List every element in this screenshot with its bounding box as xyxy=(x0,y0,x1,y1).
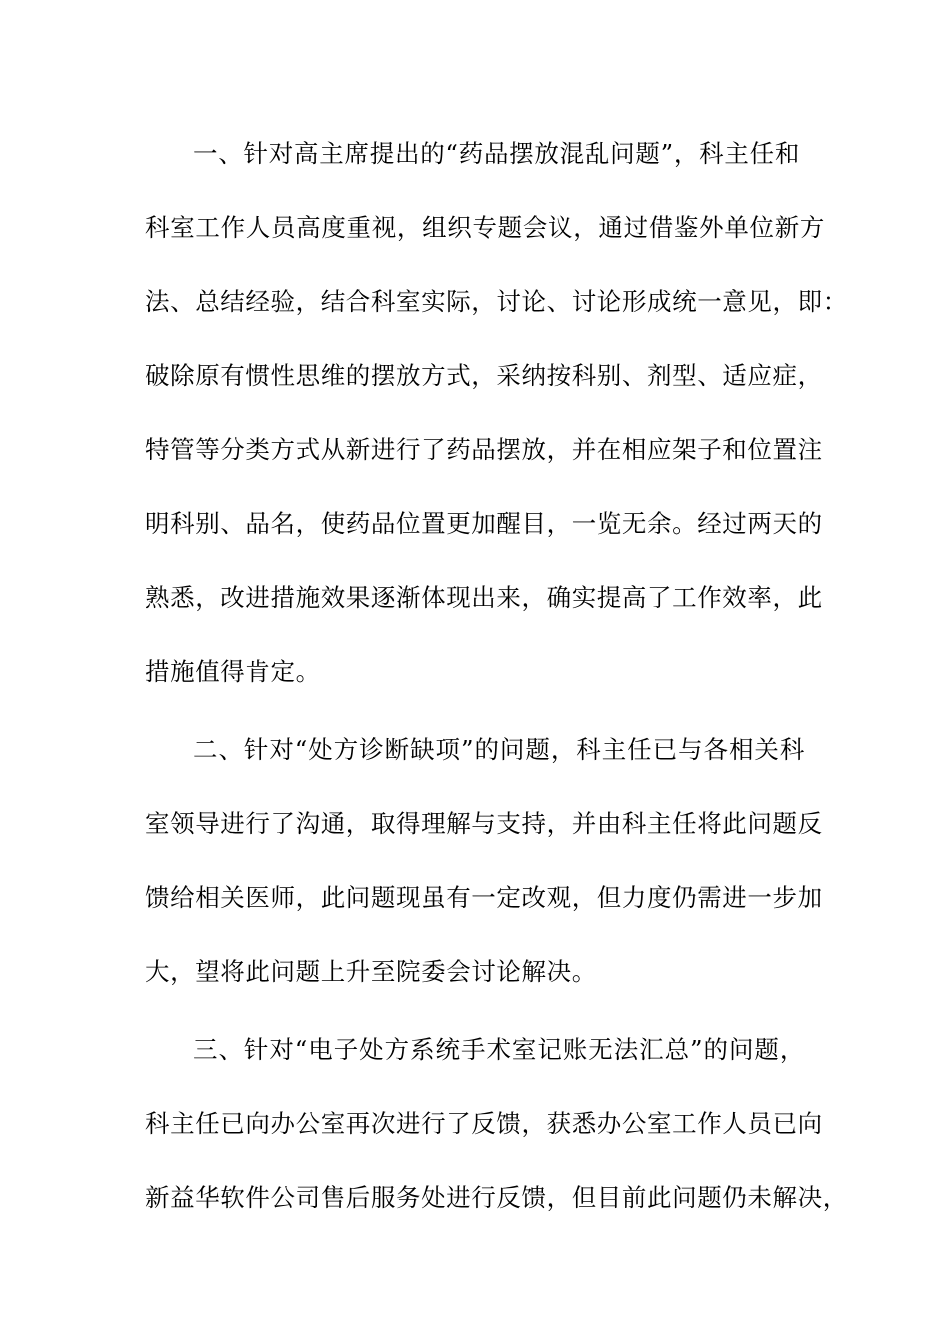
paragraph-3-line-3: 新益华软件公司售后服务处进行反馈，但目前此问题仍未解决， xyxy=(145,1183,848,1212)
paragraph-1-line-8: 措施值得肯定。 xyxy=(145,657,321,686)
paragraph-1-line-6: 明科别、品名，使药品位置更加醒目，一览无余。经过两天的 xyxy=(145,509,823,538)
paragraph-1-line-1: 一、针对高主席提出的“药品摆放混乱问题”，科主任和 xyxy=(193,139,800,168)
paragraph-1-line-3: 法、总结经验，结合科室实际，讨论、讨论形成统一意见，即： xyxy=(145,287,848,316)
paragraph-2-line-4: 大，望将此问题上升至院委会讨论解决。 xyxy=(145,957,597,986)
paragraph-2-line-1: 二、针对“处方诊断缺项”的问题，科主任已与各相关科 xyxy=(193,735,805,764)
paragraph-1-line-2: 科室工作人员高度重视，组织专题会议，通过借鉴外单位新方 xyxy=(145,213,825,242)
paragraph-3-line-1: 三、针对“电子处方系统手术室记账无法汇总”的问题， xyxy=(193,1035,805,1064)
paragraph-2-line-3: 馈给相关医师，此问题现虽有一定改观，但力度仍需进一步加 xyxy=(145,883,823,912)
paragraph-2-line-2: 室领导进行了沟通，取得理解与支持，并由科主任将此问题反 xyxy=(145,809,823,838)
paragraph-1-line-7: 熟悉，改进措施效果逐渐体现出来，确实提高了工作效率，此 xyxy=(145,583,823,612)
paragraph-3-line-2: 科主任已向办公室再次进行了反馈，获悉办公室工作人员已向 xyxy=(145,1109,823,1138)
paragraph-1-line-4: 破除原有惯性思维的摆放方式，采纳按科别、剂型、适应症， xyxy=(145,361,823,390)
paragraph-1-line-5: 特管等分类方式从新进行了药品摆放，并在相应架子和位置注 xyxy=(145,435,823,464)
